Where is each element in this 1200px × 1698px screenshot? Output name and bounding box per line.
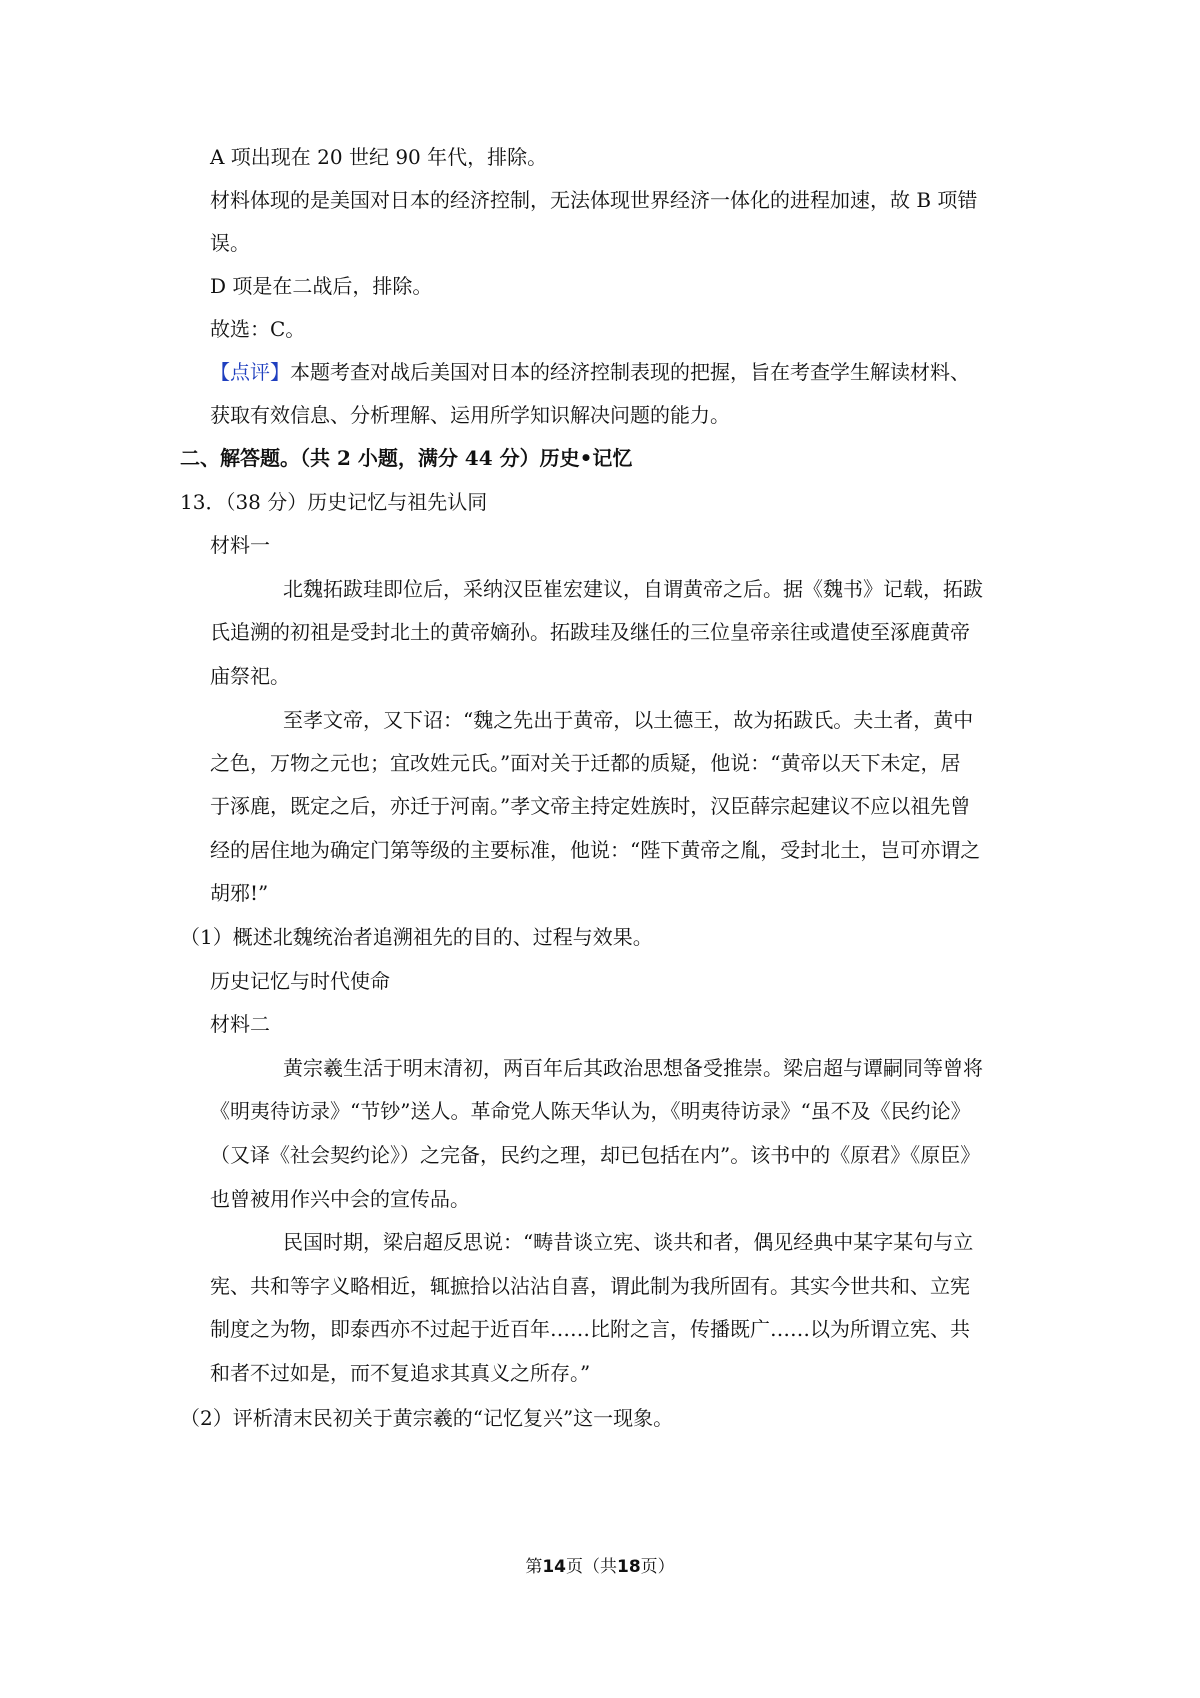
paragraph-line: 制度之为物，即泰西亦不过起于近百年……比附之言，传播既广……以为所谓立宪、共 bbox=[210, 1317, 970, 1341]
sub-question: （2）评析清末民初关于黄宗羲的“记忆复兴”这一现象。 bbox=[180, 1406, 674, 1430]
footer-prefix: 第 bbox=[525, 1557, 543, 1577]
paragraph-line: 氏追溯的初祖是受封北土的黄帝嫡孙。拓跋珪及继任的三位皇帝亲往或遣使至涿鹿黄帝 bbox=[210, 620, 970, 644]
paragraph-line: 北魏拓跋珪即位后，采纳汉臣崔宏建议，自谓黄帝之后。据《魏书》记载，拓跋 bbox=[283, 577, 983, 601]
comment-line bbox=[210, 358, 970, 386]
paragraph-line: 黄宗羲生活于明末清初，两百年后其政治思想备受推崇。梁启超与谭嗣同等曾将 bbox=[283, 1056, 983, 1080]
paragraph-line: （又译《社会契约论》）之完备，民约之理，却已包括在内”。该书中的《原君》《原臣》 bbox=[210, 1143, 981, 1167]
text-line: 故选：C。 bbox=[210, 317, 306, 341]
page-number: 14 bbox=[542, 1557, 566, 1577]
comment-tag: 【点评】 bbox=[210, 360, 290, 384]
paragraph-line: 至孝文帝，又下诏：“魏之先出于黄帝，以土德王，故为拓跋氏。夫土者，黄中 bbox=[283, 708, 974, 732]
paragraph-line: 庙祭祀。 bbox=[210, 664, 290, 688]
paragraph-line: 经的居住地为确定门第等级的主要标准，他说：“陛下黄帝之胤，受封北土，岂可亦谓之 bbox=[210, 838, 981, 862]
paragraph-line: 宪、共和等字义略相近，辄摭拾以沾沾自喜，谓此制为我所固有。其实今世共和、立宪 bbox=[210, 1274, 970, 1298]
text-line: A 项出现在 20 世纪 90 年代，排除。 bbox=[210, 145, 548, 169]
footer-suffix: 页） bbox=[640, 1557, 675, 1577]
paragraph-line: 于涿鹿，既定之后，亦迁于河南。”孝文帝主持定姓族时，汉臣薛宗起建议不应以祖先曾 bbox=[210, 794, 971, 818]
theme-title: 历史记忆与时代使命 bbox=[210, 969, 390, 993]
text-line: D 项是在二战后，排除。 bbox=[210, 274, 433, 298]
footer-middle: 页（共 bbox=[566, 1557, 617, 1577]
comment-text: 本题考查对战后美国对日本的经济控制表现的把握，旨在考查学生解读材料、 bbox=[290, 360, 970, 384]
paragraph-line: 民国时期，梁启超反思说：“畴昔谈立宪、谈共和者，偶见经典中某字某句与立 bbox=[283, 1230, 974, 1254]
sub-question: （1）概述北魏统治者追溯祖先的目的、过程与效果。 bbox=[180, 925, 653, 949]
material-label: 材料二 bbox=[210, 1012, 270, 1036]
paragraph-line: 《明夷待访录》“节钞”送人。革命党人陈天华认为，《明夷待访录》“虽不及《民约论》 bbox=[210, 1099, 971, 1123]
comment-line: 获取有效信息、分析理解、运用所学知识解决问题的能力。 bbox=[210, 403, 730, 427]
section-heading: 二、解答题。（共 2 小题，满分 44 分）历史•记忆 bbox=[180, 446, 633, 470]
material-label: 材料一 bbox=[210, 533, 270, 557]
paragraph-line: 也曾被用作兴中会的宣传品。 bbox=[210, 1187, 470, 1211]
text-line: 误。 bbox=[210, 231, 250, 255]
paragraph-line: 之色，万物之元也；宜改姓元氏。”面对关于迁都的质疑，他说：“黄帝以天下未定，居 bbox=[210, 751, 961, 775]
text-line: 材料体现的是美国对日本的经济控制，无法体现世界经济一体化的进程加速，故 B 项错 bbox=[210, 188, 978, 212]
paragraph-line: 胡邪!” bbox=[210, 881, 269, 905]
page-total: 18 bbox=[617, 1557, 641, 1577]
question-title: 13．（38 分）历史记忆与祖先认同 bbox=[180, 490, 488, 514]
page-footer bbox=[0, 1552, 1200, 1577]
paragraph-line: 和者不过如是，而不复追求其真义之所存。” bbox=[210, 1361, 591, 1385]
